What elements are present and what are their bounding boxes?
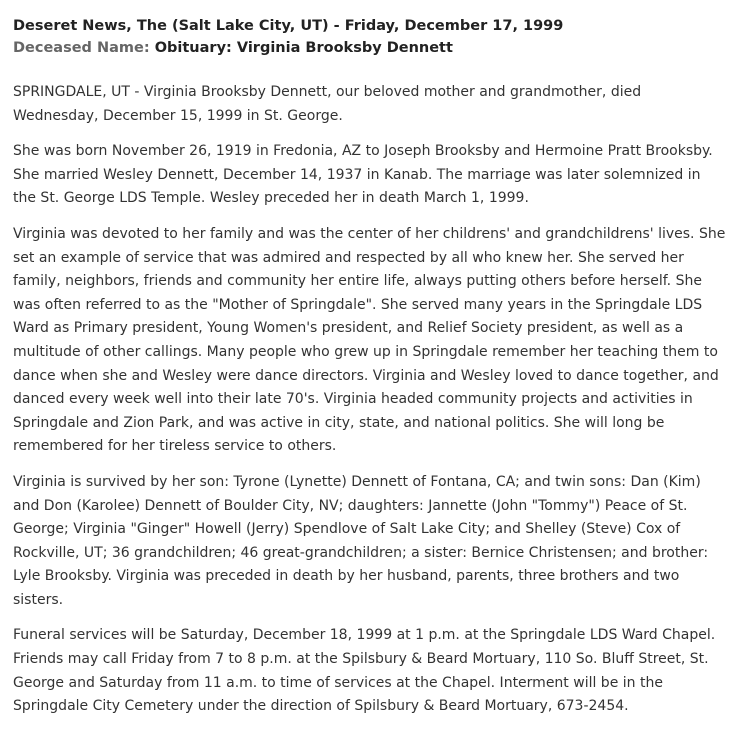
obituary-paragraph-services: Funeral services will be Saturday, December 18, 1999 at 1 p.m. at the Springdale LDS Ward Chapel. Friends may call Friday from 7 to 8 p.m. at the Spilsbury & Beard Mortuary, 110 So. Bluff Street, St. George and Saturday from 11 a.m. to time of services at the Chapel. Interment will be in the Springdale City Cemetery under the direction of Spilsbury & Beard Mortuary, 673-2454. <box>13 627 716 715</box>
publication-header <box>13 15 727 37</box>
deceased-name-label: Deceased Name: <box>13 40 150 56</box>
obituary-paragraph-announcement: SPRINGDALE, UT - Virginia Brooksby Dennett, our beloved mother and grandmother, died Wednesday, December 15, 1999 in St. George. <box>13 84 642 124</box>
deceased-name-value: Obituary: Virginia Brooksby Dennett <box>154 40 453 56</box>
publication-title: Deseret News, The (Salt Lake City, UT) - Friday, December 17, 1999 <box>13 18 564 34</box>
deceased-name-line <box>13 37 727 59</box>
obituary-paragraph-survivors: Virginia is survived by her son: Tyrone (Lynette) Dennett of Fontana, CA; and twin sons: Dan (Kim) and Don (Karolee) Dennett of Boulder City, NV; daughters: Jannette (John "Tommy") Peace of St. George; Virginia "Ginger" Howell (Jerry) Spendlove of Salt Lake City; and Shelley (Steve) Cox of Rockville, UT; 36 grandchildren; 46 great-grandchildren; a sister: Bernice Christensen; and brother: Lyle Brooksby. Virginia was preceded in death by her husband, parents, three brothers and two sisters. <box>13 473 709 608</box>
obituary-paragraph-life: Virginia was devoted to her family and was the center of her childrens' and grandchildrens' lives. She set an example of service that was admired and respected by all who knew her. She served her family, neighbors, friends and community her entire life, always putting others before herself. She was often referred to as the "Mother of Springdale". She served many years in the Springdale LDS Ward as Primary president, Young Women's president, and Relief Society president, as well as a multitude of other callings. Many people who grew up in Springdale remember her teaching them to dance when she and Wesley were dance directors. Virginia and Wesley loved to dance together, and danced every week well into their late 70's. Virginia headed community projects and activities in Springdale and Zion Park, and was active in city, state, and national politics. She will long be remembered for her tireless service to others. <box>13 225 726 455</box>
obituary-paragraph-birth: She was born November 26, 1919 in Fredonia, AZ to Joseph Brooksby and Hermoine Pratt Brooksby. She married Wesley Dennett, December 14, 1937 in Kanab. The marriage was later solemnized in the St. George LDS Temple. Wesley preceded her in death March 1, 1999. <box>13 143 713 207</box>
